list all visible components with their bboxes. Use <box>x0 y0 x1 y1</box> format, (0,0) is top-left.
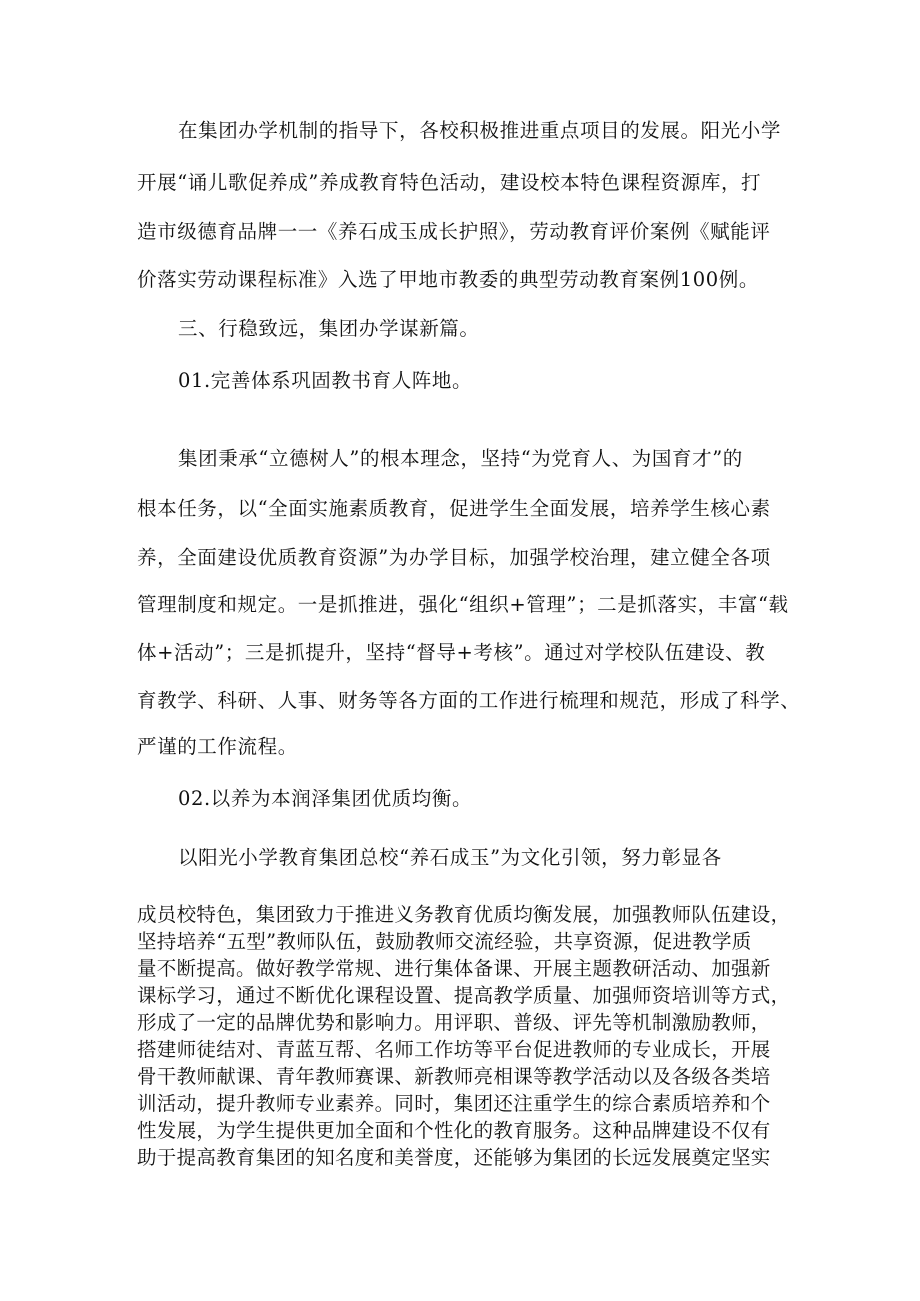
paragraph-3-line-8: 骨干教师献课、青年教师赛课、新教师亮相课等教学活动以及各级各类培 <box>137 1065 771 1088</box>
paragraph-1-line-2: 开展“诵儿歌促养成”养成教育特色活动，建设校本特色课程资源库，打 <box>137 171 762 194</box>
paragraph-2-line-3: 养，全面建设优质教育资源”为办学目标，加强学校治理，建立健全各项 <box>137 546 771 569</box>
paragraph-3-line-5: 课标学习，通过不断优化课程设置、提高教学质量、加强师资培训等方式， <box>137 984 791 1007</box>
paragraph-2-line-5: 体+活动”；三是抓提升，坚持“督导+考核”。通过对学校队伍建设、教 <box>137 641 766 664</box>
paragraph-3-line-11: 助于提高教育集团的知名度和美誉度，还能够为集团的长远发展奠定坚实 <box>137 1146 771 1169</box>
paragraph-3-line-10: 性发展，为学生提供更加全面和个性化的教育服务。这种品牌建设不仅有 <box>137 1119 771 1142</box>
paragraph-1-line-3: 造市级德育品牌一一《养石成玉成长护照》，劳动教育评价案例《赋能评 <box>137 220 771 243</box>
subsection-01-heading: 01.完善体系巩固教书育人阵地。 <box>178 369 473 392</box>
paragraph-3-line-4: 量不断提高。做好教学常规、进行集体备课、开展主题教研活动、加强新 <box>137 957 771 980</box>
paragraph-3-line-6: 形成了一定的品牌优势和影响力。用评职、普级、评先等机制激励教师， <box>137 1011 771 1034</box>
paragraph-2-line-1: 集团秉承“立德树人”的根本理念，坚持“为党育人、为国育才”的 <box>178 447 743 470</box>
paragraph-2-line-6: 育教学、科研、人事、财务等各方面的工作进行梳理和规范，形成了科学、 <box>137 689 801 712</box>
paragraph-3-line-3: 坚持培养“五型”教师队伍，鼓励教师交流经验，共享资源，促进教学质 <box>137 930 752 953</box>
paragraph-3-line-2: 成员校特色，集团致力于推进义务教育优质均衡发展，加强教师队伍建设， <box>137 903 791 926</box>
paragraph-3-line-7: 搭建师徒结对、青蓝互帮、名师工作坊等平台促进教师的专业成长，开展 <box>137 1038 771 1061</box>
paragraph-2-line-4: 管理制度和规定。一是抓推进，强化“组织+管理”；二是抓落实，丰富“载 <box>137 593 789 616</box>
paragraph-2-line-2: 根本任务，以“全面实施素质教育，促进学生全面发展，培养学生核心素 <box>137 497 771 520</box>
paragraph-2-line-7: 严谨的工作流程。 <box>137 735 298 758</box>
section-3-heading: 三、行稳致远，集团办学谋新篇。 <box>178 317 480 340</box>
paragraph-1-line-4: 价落实劳动课程标准》入选了甲地市教委的典型劳动教育案例100例。 <box>137 268 759 291</box>
subsection-02-heading: 02.以养为本润泽集团优质均衡。 <box>178 787 473 810</box>
paragraph-1-line-1: 在集团办学机制的指导下，各校积极推进重点项目的发展。阳光小学 <box>178 119 782 142</box>
paragraph-3-line-1: 以阳光小学教育集团总校“养石成玉”为文化引领，努力彰显各 <box>178 846 722 869</box>
paragraph-3-line-9: 训活动，提升教师专业素养。同时，集团还注重学生的综合素质培养和个 <box>137 1092 771 1115</box>
